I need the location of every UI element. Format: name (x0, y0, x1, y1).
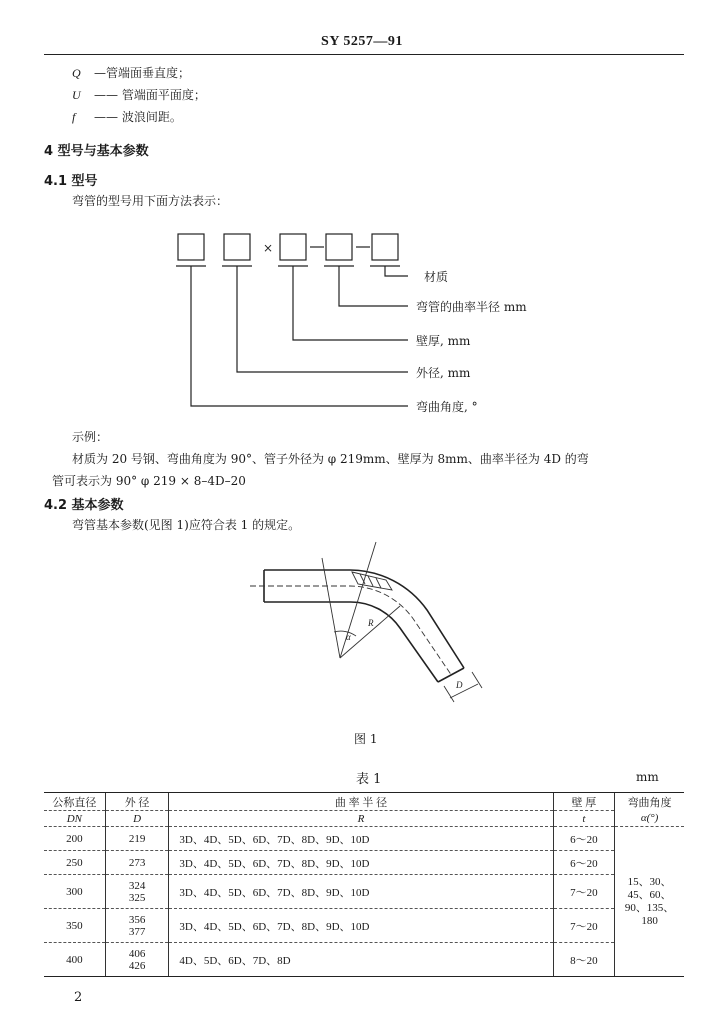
page-number: 2 (74, 990, 83, 1005)
th-dn: 公称直径 (44, 793, 105, 811)
label-d: D (456, 680, 463, 690)
table-row: 350 356 377 3D、4D、5D、6D、7D、8D、9D、10D 7～20 (44, 909, 684, 943)
th-t: 壁 厚 (553, 793, 615, 811)
table-1 (44, 792, 684, 977)
label-alpha: α (346, 632, 351, 642)
box-bend-angle (178, 234, 204, 260)
label-wall-thickness: 壁厚, mm (416, 334, 471, 348)
th-a-sym: α(°) (615, 811, 684, 827)
table-row: 200 219 3D、4D、5D、6D、7D、8D、9D、10D 6～20 15、30、 45、60、 90、135、 180 (44, 827, 684, 851)
section-4-1-intro: 弯管的型号用下面方法表示： (72, 194, 229, 208)
table-unit: mm (636, 770, 659, 784)
th-dn-sym: DN (44, 811, 105, 827)
standard-number: SY 5257—91 (321, 34, 403, 49)
th-a: 弯曲角度 (615, 793, 684, 811)
box-material (372, 234, 398, 260)
model-designation-diagram (170, 226, 590, 421)
example-label: 示例： (72, 430, 109, 444)
definition-f: f —— 波浪间距。 (72, 110, 182, 124)
label-outer-diameter: 外径, mm (416, 366, 471, 380)
label-r: R (368, 618, 374, 628)
angles-cell: 15、30、 45、60、 90、135、 180 (615, 827, 684, 977)
box-wall-thickness (280, 234, 306, 260)
table-title: 表 1 (356, 772, 382, 787)
label-bend-radius: 弯管的曲率半径 mm (416, 300, 527, 314)
table-row: 300 324 325 3D、4D、5D、6D、7D、8D、9D、10D 7～20 (44, 875, 684, 909)
definition-u: U —— 管端面平面度； (72, 88, 206, 102)
table-row: 400 406 426 4D、5D、6D、7D、8D 8～20 (44, 943, 684, 977)
section-4-1-title: 4.1 型号 (44, 174, 98, 189)
times-sign: × (263, 241, 274, 255)
th-r-sym: R (169, 811, 553, 827)
section-4-2-intro: 弯管基本参数(见图 1)应符合表 1 的规定。 (72, 518, 301, 532)
th-r: 曲 率 半 径 (169, 793, 553, 811)
th-t-sym: t (553, 811, 615, 827)
section-4-title: 4 型号与基本参数 (44, 144, 149, 159)
box-outer-diameter (224, 234, 250, 260)
section-4-2-title: 4.2 基本参数 (44, 498, 124, 513)
figure-1-elbow-drawing (240, 540, 500, 720)
definition-q: Q —管端面垂直度； (72, 66, 191, 80)
th-d-sym: D (105, 811, 169, 827)
example-line-1: 材质为 20 号钢、弯曲角度为 90°、管子外径为 φ 219mm、壁厚为 8mm、曲率半径为 4D 的弯 (72, 452, 589, 466)
label-bend-angle: 弯曲角度, ° (416, 400, 478, 414)
figure-caption: 图 1 (354, 732, 378, 746)
table-row: 250 273 3D、4D、5D、6D、7D、8D、9D、10D 6～20 (44, 851, 684, 875)
label-material: 材质 (424, 270, 449, 284)
header-rule (44, 54, 684, 55)
box-bend-radius (326, 234, 352, 260)
th-d: 外 径 (105, 793, 169, 811)
example-line-2: 管可表示为 90° φ 219 × 8–4D–20 (52, 474, 246, 488)
